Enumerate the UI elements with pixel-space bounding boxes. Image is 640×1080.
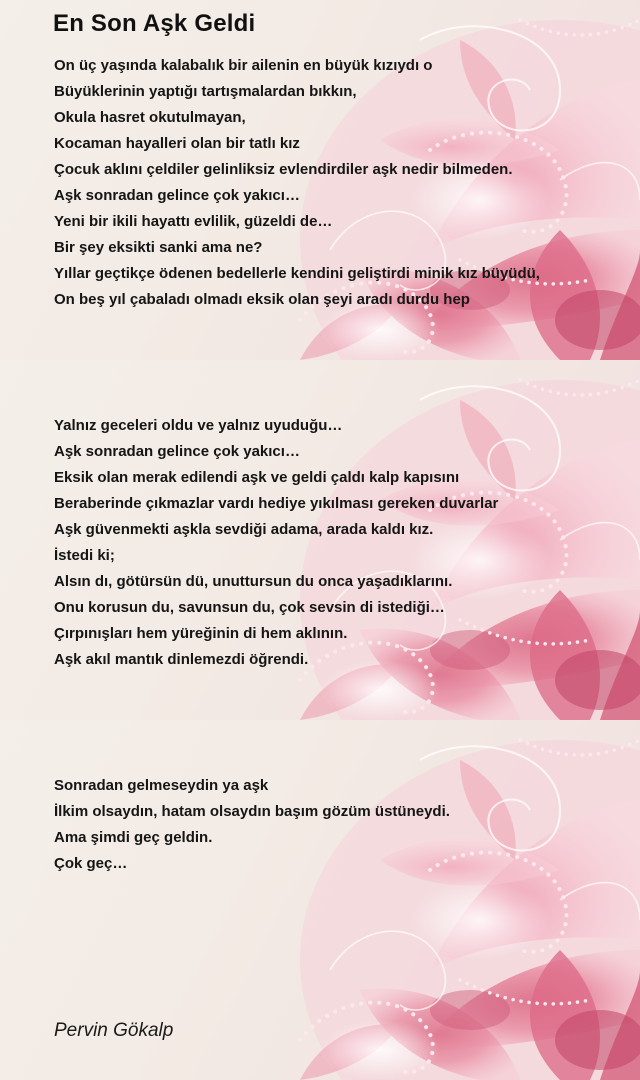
poem-line: Yeni bir ikili hayattı evlilik, güzeldi de… — [54, 213, 333, 230]
poem-line: Ama şimdi geç geldin. — [54, 829, 213, 846]
poem-line: Büyüklerinin yaptığı tartışmalardan bıkkın, — [54, 83, 357, 100]
poem-line: Çok geç… — [54, 855, 128, 872]
poem-line: Yalnız geceleri oldu ve yalnız uyuduğu… — [54, 417, 343, 434]
poem-line: Okula hasret okutulmayan, — [54, 109, 246, 126]
poem-line: Çocuk aklını çeldiler gelinliksiz evlendirdiler aşk nedir bilmeden. — [54, 161, 513, 178]
poem-line: Beraberinde çıkmazlar vardı hediye yıkılması gereken duvarlar — [54, 495, 499, 512]
poem-line: On üç yaşında kalabalık bir ailenin en büyük kızıydı o — [54, 57, 433, 74]
poem-title: En Son Aşk Geldi — [53, 10, 256, 37]
poem-line: Kocaman hayalleri olan bir tatlı kız — [54, 135, 300, 152]
poem-line: Yıllar geçtikçe ödenen bedellerle kendini geliştirdi minik kız büyüdü, — [54, 265, 540, 282]
poem-line: Onu korusun du, savunsun du, çok sevsin di istediği… — [54, 599, 445, 616]
poem-author: Pervin Gökalp — [54, 1020, 174, 1041]
stanza — [54, 413, 498, 673]
poem-line: İstedi ki; — [54, 547, 115, 564]
poem-line: Sonradan gelmeseydin ya aşk — [54, 777, 269, 794]
poem-line: Çırpınışları hem yüreğinin di hem aklının. — [54, 625, 348, 642]
stanza — [54, 53, 540, 313]
poem-line: Eksik olan merak edilendi aşk ve geldi çaldı kalp kapısını — [54, 469, 460, 486]
poem-line: Bir şey eksikti sanki ama ne? — [54, 239, 263, 256]
poem-line: On beş yıl çabaladı olmadı eksik olan şeyi aradı durdu hep — [54, 291, 470, 308]
poem-line: Aşk sonradan gelince çok yakıcı… — [54, 187, 300, 204]
poem-line: İlkim olsaydın, hatam olsaydın başım gözüm üstüneydi. — [54, 803, 450, 820]
stanza — [54, 773, 450, 877]
poem-line: Aşk sonradan gelince çok yakıcı… — [54, 443, 300, 460]
poem-line: Alsın dı, götürsün dü, unuttursun du onca yaşadıklarını. — [54, 573, 453, 590]
poem-line: Aşk güvenmekti aşkla sevdiği adama, arada kaldı kız. — [54, 521, 434, 538]
poem-line: Aşk akıl mantık dinlemezdi öğrendi. — [54, 651, 309, 668]
